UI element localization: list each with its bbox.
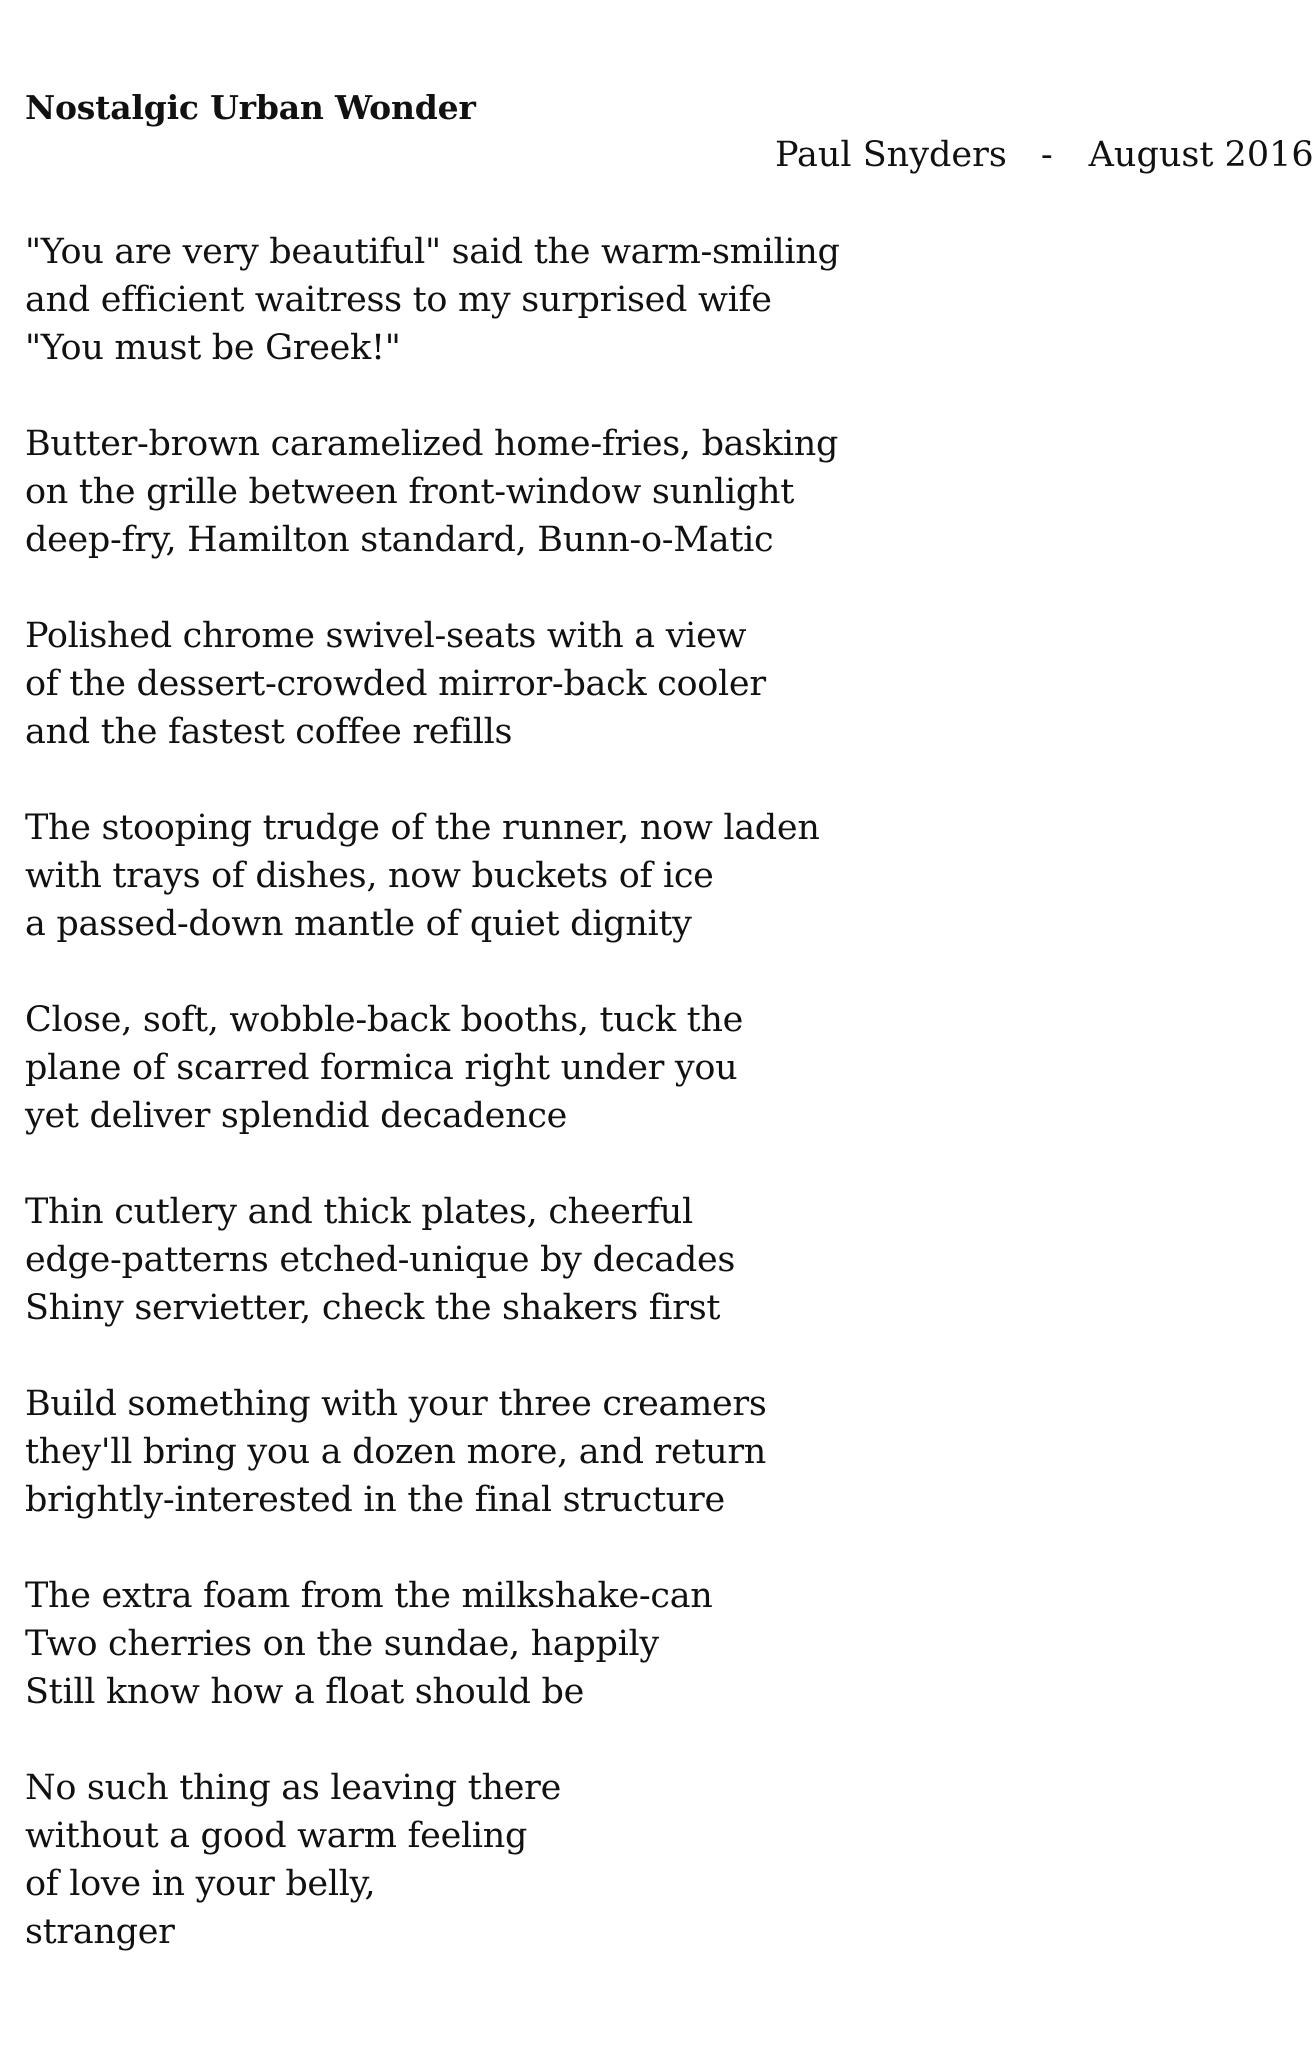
poem-line: Two cherries on the sundae, happily	[25, 1624, 659, 1664]
poem-line: Close, soft, wobble-back booths, tuck the	[25, 1000, 743, 1040]
poem-line: stranger	[25, 1912, 175, 1952]
poem-stanza	[25, 804, 1225, 948]
poem-line: plane of scarred formica right under you	[25, 1048, 738, 1088]
poem-date: August 2016	[1088, 135, 1314, 175]
poem-stanza	[25, 420, 1225, 564]
poem-title: Nostalgic Urban Wonder	[25, 88, 476, 127]
poem-line: The stooping trudge of the runner, now laden	[25, 808, 820, 848]
poem-body	[25, 228, 1225, 2004]
poem-line: Polished chrome swivel-seats with a view	[25, 616, 747, 656]
poem-line: No such thing as leaving there	[25, 1768, 561, 1808]
poem-stanza	[25, 1572, 1225, 1716]
poem-stanza	[25, 228, 1225, 372]
poem-line: on the grille between front-window sunlight	[25, 472, 794, 512]
author-name: Paul Snyders	[775, 135, 1007, 175]
poem-line: of the dessert-crowded mirror-back cooler	[25, 664, 766, 704]
poem-line: with trays of dishes, now buckets of ice	[25, 856, 714, 896]
poem-line: and the fastest coffee refills	[25, 712, 513, 752]
poem-line: "You are very beautiful" said the warm-smiling	[25, 232, 840, 272]
poem-line: brightly-interested in the final structure	[25, 1480, 725, 1520]
byline-separator: -	[1040, 135, 1053, 175]
poem-line: Butter-brown caramelized home-fries, basking	[25, 424, 839, 464]
poem-line: The extra foam from the milkshake-can	[25, 1576, 713, 1616]
poem-line: Still know how a float should be	[25, 1672, 584, 1712]
poem-stanza	[25, 612, 1225, 756]
poem-line: edge-patterns etched-unique by decades	[25, 1240, 736, 1280]
poem-line: and efficient waitress to my surprised wife	[25, 280, 772, 320]
byline	[775, 133, 1314, 177]
poem-line: Thin cutlery and thick plates, cheerful	[25, 1192, 693, 1232]
poem-line: of love in your belly,	[25, 1864, 376, 1904]
poem-stanza	[25, 996, 1225, 1140]
poem-stanza	[25, 1764, 1225, 1956]
poem-line: Build something with your three creamers	[25, 1384, 767, 1424]
poem-line: yet deliver splendid decadence	[25, 1096, 568, 1136]
poem-line: they'll bring you a dozen more, and return	[25, 1432, 767, 1472]
poem-line: Shiny servietter, check the shakers first	[25, 1288, 721, 1328]
poem-line: a passed-down mantle of quiet dignity	[25, 904, 692, 944]
poem-stanza	[25, 1188, 1225, 1332]
poem-line: without a good warm feeling	[25, 1816, 528, 1856]
poem-stanza	[25, 1380, 1225, 1524]
poem-line: "You must be Greek!"	[25, 328, 401, 368]
poem-line: deep-fry, Hamilton standard, Bunn-o-Matic	[25, 520, 774, 560]
